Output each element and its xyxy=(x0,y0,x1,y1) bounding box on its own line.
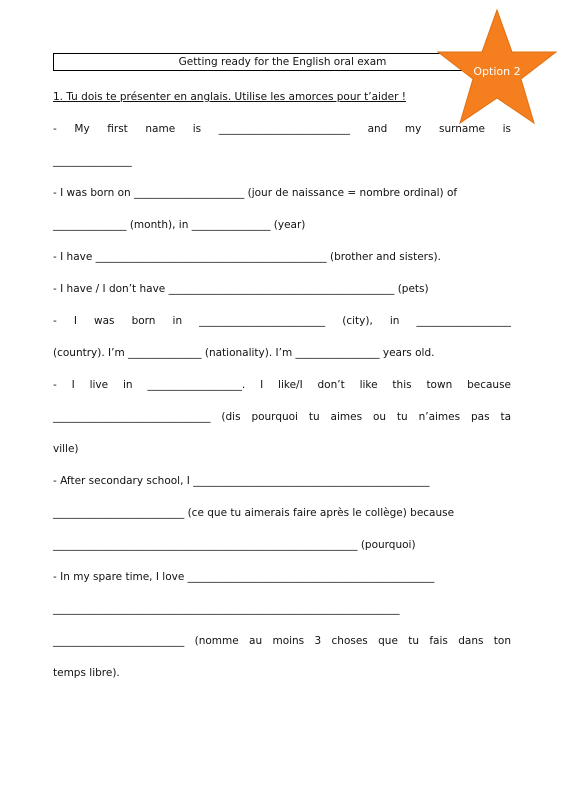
form-line: _________________________ (ce que tu aimerais faire après le collège) because xyxy=(53,507,455,519)
form-line: ______________ (month), in _______________ (year) xyxy=(53,219,306,231)
option-label: Option 2 xyxy=(473,65,521,78)
form-line: - In my spare time, I love _______________________________________________ xyxy=(53,571,435,583)
form-line: - I have / I don’t have ___________________________________________ (pets) xyxy=(53,283,429,295)
form-line: (country). I’m ______________ (nationality). I’m ________________ years old. xyxy=(53,347,435,359)
form-line: __________________________________________________________ (pourquoi) xyxy=(53,539,416,551)
form-line: - My first name is _________________________ and my surname is xyxy=(53,123,511,135)
form-line: - I was born in ________________________ (city), in __________________ xyxy=(53,315,511,327)
page-title: Getting ready for the English oral exam xyxy=(53,53,512,71)
form-line: - After secondary school, I _____________________________________________ xyxy=(53,475,430,487)
form-line: - I live in __________________. I like/I don’t like this town because xyxy=(53,379,511,391)
form-line: temps libre). xyxy=(53,667,120,679)
form-line: - I have ____________________________________________ (brother and sisters). xyxy=(53,251,441,263)
form-line: __________________________________________________________________ xyxy=(53,603,400,615)
form-line: _________________________ (nomme au moins 3 choses que tu fais dans ton xyxy=(53,635,511,647)
form-line: _______________ xyxy=(53,155,132,167)
form-line: ______________________________ (dis pourquoi tu aimes ou tu n’aimes pas ta xyxy=(53,411,511,423)
question-heading: 1. Tu dois te présenter en anglais. Utilise les amorces pour t’aider ! xyxy=(53,91,406,103)
form-line: ville) xyxy=(53,443,79,455)
form-line: - I was born on _____________________ (jour de naissance = nombre ordinal) of xyxy=(53,187,458,199)
